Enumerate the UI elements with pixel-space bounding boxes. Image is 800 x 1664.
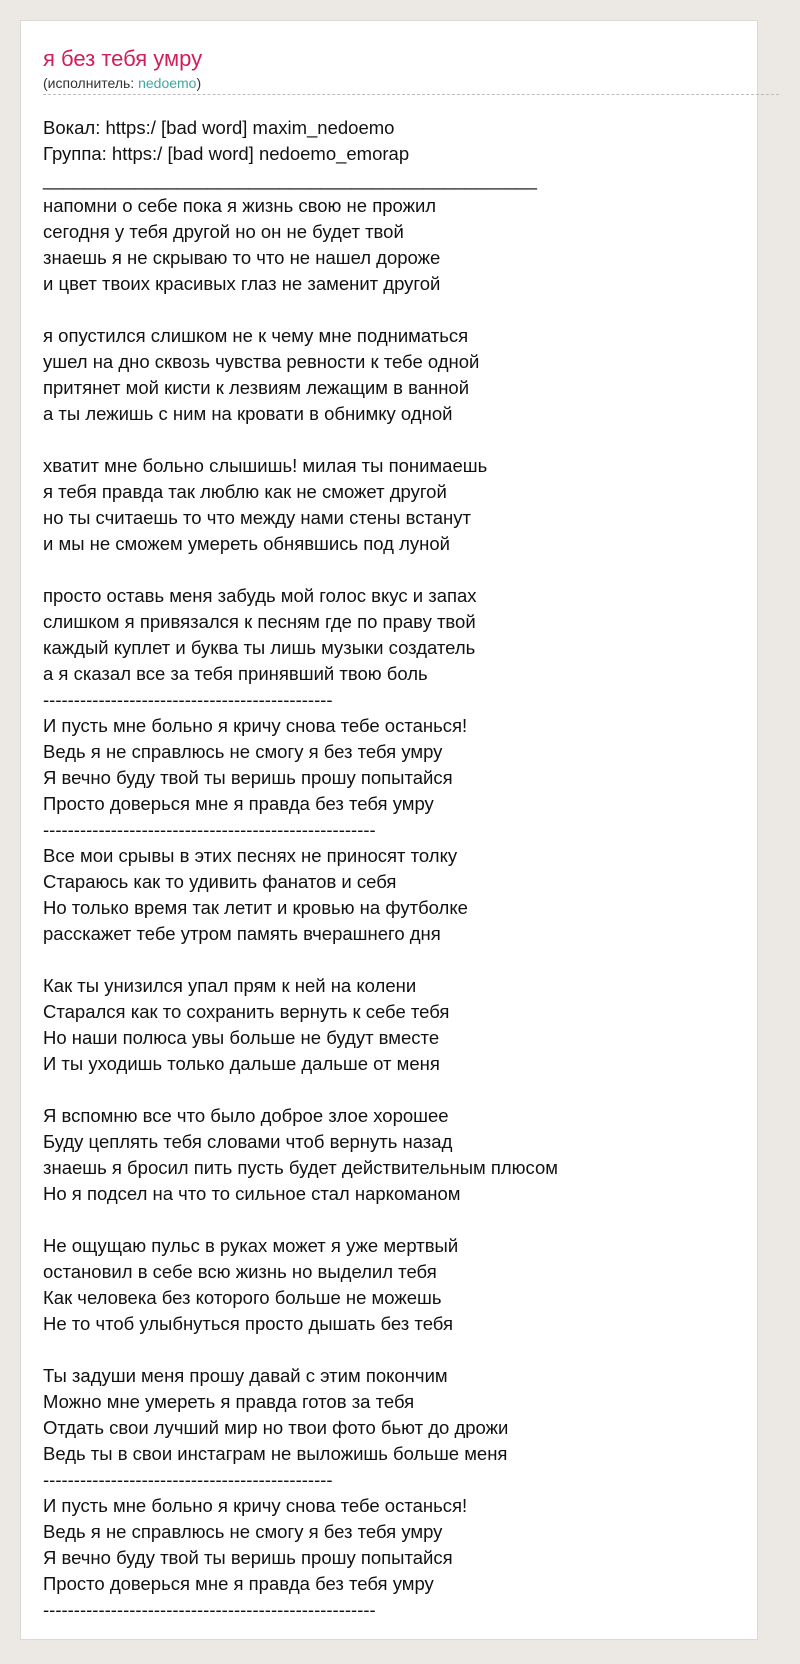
lyric-line: Просто доверься мне я правда без тебя умру	[43, 793, 434, 814]
header-divider	[43, 94, 779, 95]
lyrics-card	[20, 20, 758, 1640]
lyric-line: я тебя правда так люблю как не сможет другой	[43, 481, 447, 502]
lyric-line: Но только время так летит и кровью на футболке	[43, 897, 468, 918]
lyric-line: Как ты унизился упал прям к ней на колени	[43, 975, 417, 996]
artist-suffix: )	[196, 75, 202, 91]
lyric-line: напомни о себе пока я жизнь свою не прожил	[43, 195, 437, 216]
lyric-line: ------------------------------------------------------	[43, 1599, 376, 1620]
lyric-line: а ты лежишь с ним на кровати в обнимку одной	[43, 403, 453, 424]
lyric-line: Не то чтоб улыбнуться просто дышать без тебя	[43, 1313, 453, 1334]
lyric-line: просто оставь меня забудь мой голос вкус и запах	[43, 585, 477, 606]
artist-link[interactable]: nedoemo	[138, 75, 197, 91]
lyric-line: ушел на дно сквозь чувства ревности к тебе одной	[43, 351, 480, 372]
lyric-line: каждый куплет и буква ты лишь музыки создатель	[43, 637, 476, 658]
lyric-line: Ведь ты в свои инстаграм не выложишь больше меня	[43, 1443, 508, 1464]
lyric-line: Группа: https:/ [bad word] nedoemo_emorap	[43, 143, 410, 164]
lyric-line: -----------------------------------------------	[43, 689, 333, 710]
stanza-gap	[43, 1207, 743, 1233]
lyric-line: притянет мой кисти к лезвиям лежащим в ванной	[43, 377, 470, 398]
lyric-line: Старался как то сохранить вернуть к себе тебя	[43, 1001, 450, 1022]
lyric-line: И ты уходишь только дальше дальше от меня	[43, 1053, 440, 1074]
lyric-line: Просто доверься мне я правда без тебя умру	[43, 1573, 434, 1594]
lyric-line: хватит мне больно слышишь! милая ты понимаешь	[43, 455, 488, 476]
lyric-line: ------------------------------------------------------	[43, 819, 376, 840]
stanza-gap	[43, 557, 743, 583]
lyric-line: Ведь я не справлюсь не смогу я без тебя умру	[43, 1521, 443, 1542]
artist-prefix: (исполнитель:	[43, 75, 139, 91]
lyric-line: Вокал: https:/ [bad word] maxim_nedoemo	[43, 117, 395, 138]
stanza-gap	[43, 427, 743, 453]
lyric-line: остановил в себе всю жизнь но выделил тебя	[43, 1261, 437, 1282]
lyric-line: я опустился слишком не к чему мне подниматься	[43, 325, 469, 346]
lyric-line: знаешь я не скрываю то что не нашел дороже	[43, 247, 441, 268]
stanza-gap	[43, 297, 743, 323]
lyric-line: знаешь я бросил пить пусть будет действительным плюсом	[43, 1157, 559, 1178]
lyric-line: Можно мне умереть я правда готов за тебя	[43, 1391, 415, 1412]
lyric-line: слишком я привязался к песням где по праву твой	[43, 611, 476, 632]
lyric-line: но ты считаешь то что между нами стены встанут	[43, 507, 471, 528]
lyric-line: Но наши полюса увы больше не будут вместе	[43, 1027, 440, 1048]
lyric-line: Ты задуши меня прошу давай с этим покончим	[43, 1365, 448, 1386]
stanza-gap	[43, 1337, 743, 1363]
lyric-line: ________________________________________________	[43, 169, 537, 190]
lyric-line: Ведь я не справлюсь не смогу я без тебя умру	[43, 741, 443, 762]
lyric-line: Стараюсь как то удивить фанатов и себя	[43, 871, 397, 892]
song-title: я без тебя умру	[43, 46, 203, 71]
lyric-line: Но я подсел на что то сильное стал наркоманом	[43, 1183, 461, 1204]
lyric-line: Я вечно буду твой ты веришь прошу попытайся	[43, 1547, 453, 1568]
stanza-gap	[43, 1077, 743, 1103]
lyric-line: сегодня у тебя другой но он не будет твой	[43, 221, 404, 242]
lyric-line: Как человека без которого больше не можешь	[43, 1287, 442, 1308]
lyric-line: Я вечно буду твой ты веришь прошу попытайся	[43, 767, 453, 788]
lyric-line: И пусть мне больно я кричу снова тебе останься!	[43, 1495, 468, 1516]
artist-line	[43, 74, 201, 92]
lyric-line: -----------------------------------------------	[43, 1469, 333, 1490]
stanza-gap	[43, 947, 743, 973]
lyric-line: Буду цеплять тебя словами чтоб вернуть назад	[43, 1131, 453, 1152]
lyric-line: Я вспомню все что было доброе злое хорошее	[43, 1105, 449, 1126]
lyric-line: и мы не сможем умереть обнявшись под луной	[43, 533, 450, 554]
lyric-line: а я сказал все за тебя принявший твою боль	[43, 663, 428, 684]
lyrics-text	[43, 115, 743, 1623]
lyric-line: Все мои срывы в этих песнях не приносят толку	[43, 845, 458, 866]
lyric-line: Не ощущаю пульс в руках может я уже мертвый	[43, 1235, 459, 1256]
lyric-line: И пусть мне больно я кричу снова тебе останься!	[43, 715, 468, 736]
lyric-line: расскажет тебе утром память вчерашнего дня	[43, 923, 441, 944]
lyric-line: Отдать свои лучший мир но твои фото бьют до дрожи	[43, 1417, 509, 1438]
lyric-line: и цвет твоих красивых глаз не заменит другой	[43, 273, 441, 294]
